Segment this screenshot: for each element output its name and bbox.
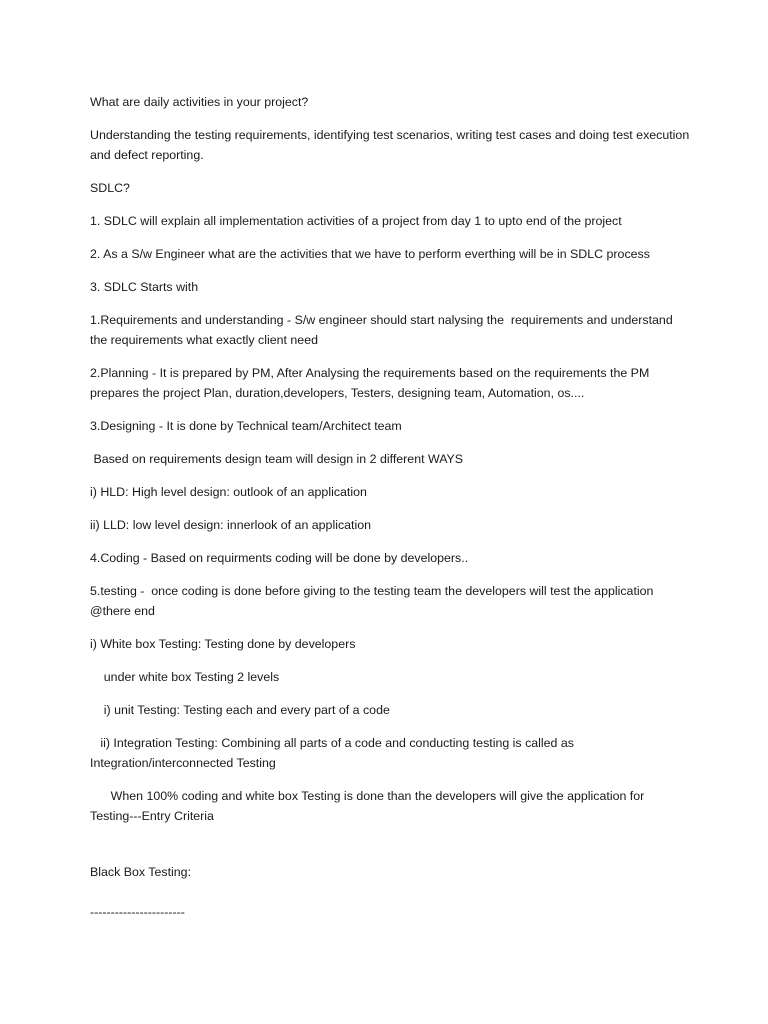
- phase-coding: 4.Coding - Based on requirments coding will be done by developers..: [90, 551, 469, 565]
- dashed-separator: -----------------------: [90, 905, 185, 919]
- sdlc-point-3: 3. SDLC Starts with: [90, 280, 199, 294]
- white-box-levels: under white box Testing 2 levels: [90, 670, 280, 684]
- phase-designing: 3.Designing - It is done by Technical team/Architect team: [90, 419, 402, 433]
- sdlc-point-2: 2. As a S/w Engineer what are the activities that we have to perform everthing will be in SDLC process: [90, 247, 650, 261]
- answer-daily-activities: Understanding the testing requirements, identifying test scenarios, writing test cases and doing test execution and defect reporting.: [90, 128, 693, 162]
- entry-criteria: When 100% coding and white box Testing is done than the developers will give the application for Testing---Entry Criteria: [90, 789, 648, 823]
- integration-testing: ii) Integration Testing: Combining all parts of a code and conducting testing is called as Integration/interconnected Testing: [90, 736, 578, 770]
- white-box-testing: i) White box Testing: Testing done by developers: [90, 637, 356, 651]
- heading-sdlc: SDLC?: [90, 181, 130, 195]
- design-lld: ii) LLD: low level design: innerlook of an application: [90, 518, 372, 532]
- phase-requirements: 1.Requirements and understanding - S/w engineer should start nalysing the requirements and understand the requirements what exactly client need: [90, 313, 677, 347]
- design-ways: Based on requirements design team will design in 2 different WAYS: [90, 452, 464, 466]
- sdlc-point-1: 1. SDLC will explain all implementation activities of a project from day 1 to upto end of the project: [90, 214, 622, 228]
- phase-planning: 2.Planning - It is prepared by PM, After Analysing the requirements based on the requirements the PM prepares the project Plan, duration,developers, Testers, designing team, Automation, os....: [90, 366, 653, 400]
- question-daily-activities: What are daily activities in your project?: [90, 95, 309, 109]
- unit-testing: i) unit Testing: Testing each and every part of a code: [90, 703, 390, 717]
- document-body: [90, 92, 693, 935]
- design-hld: i) HLD: High level design: outlook of an application: [90, 485, 367, 499]
- phase-testing: 5.testing - once coding is done before giving to the testing team the developers will test the application @there end: [90, 584, 657, 618]
- heading-black-box-testing: Black Box Testing:: [90, 865, 192, 879]
